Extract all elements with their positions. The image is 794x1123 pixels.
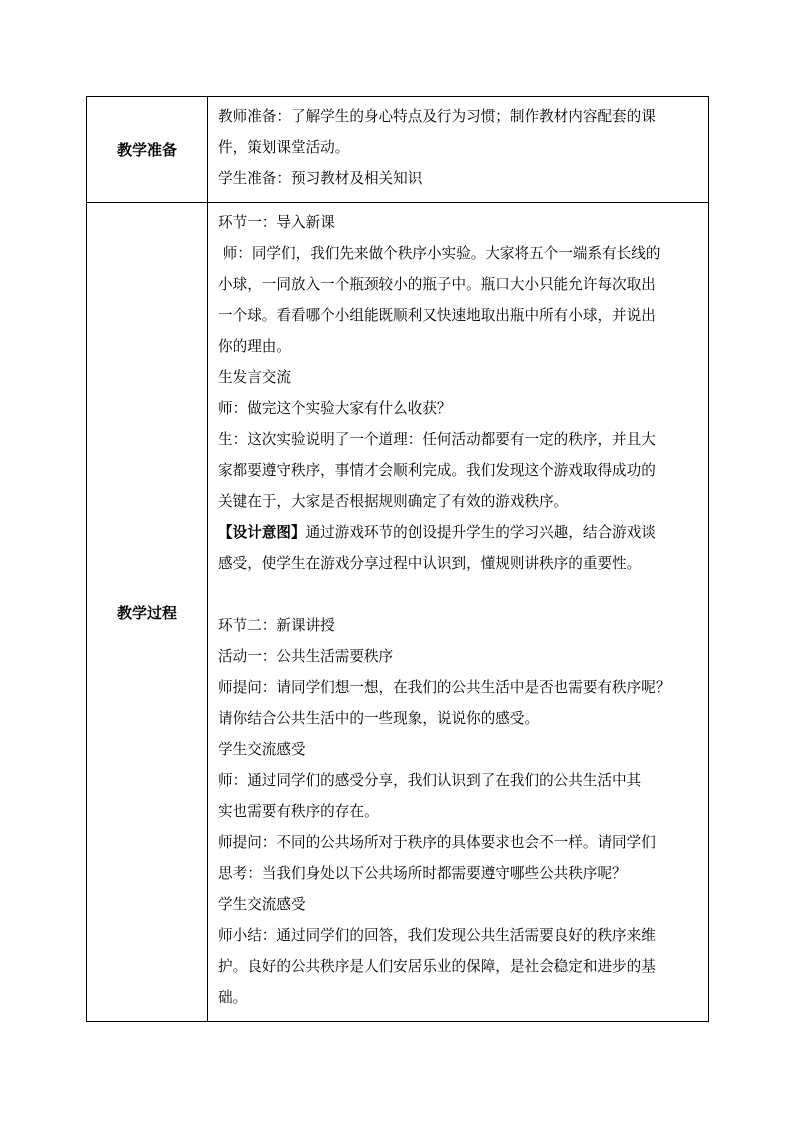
section2-line: 思考：当我们身处以下公共场所时都需要遵守哪些公共秩序呢？ [218,865,627,882]
section1-line: 师：同学们，我们先来做个秩序小实验。大家将五个一端系有长线的 [218,245,661,262]
section2-line: 师小结：通过同学们的回答，我们发现公共生活需要良好的秩序来维 [218,927,656,944]
process-content [208,203,709,1022]
process-label: 教学过程 [87,203,208,1022]
design-intent-line2: 感受，使学生在游戏分享过程中认识到，懂规则讲秩序的重要性。 [218,555,642,572]
prep-line: 件，策划课堂活动。 [218,139,350,156]
section1-line: 环节一：导入新课 [218,214,335,231]
section2-line: 环节二：新课讲授 [218,617,335,634]
section1-line: 生：这次实验说明了一个道理：任何活动都要有一定的秩序，并且大 [218,431,656,448]
process-row [87,203,709,1022]
section1-line: 生发言交流 [218,369,291,386]
section1-line: 一个球。看看哪个小组能既顺利又快速地取出瓶中所有小球，并说出 [218,307,656,324]
section1-line: 你的理由。 [218,338,291,355]
section2-line: 师提问：请同学们想一想，在我们的公共生活中是否也需要有秩序呢？ [218,679,671,696]
section2-line: 护。良好的公共秩序是人们安居乐业的保障，是社会稳定和进步的基 [218,958,656,975]
design-intent-text: 通过游戏环节的创设提升学生的学习兴趣，结合游戏谈 [305,524,656,541]
section1-line: 家都要遵守秩序，事情才会顺利完成。我们发现这个游戏取得成功的 [218,462,656,479]
design-intent-line [218,517,701,548]
prep-row [87,97,709,203]
section2-line: 师提问：不同的公共场所对于秩序的具体要求也会不一样。请同学们 [218,834,656,851]
section2-line: 学生交流感受 [218,896,306,913]
section2-line: 学生交流感受 [218,741,306,758]
section2-line: 础。 [218,989,248,1006]
section2-line: 实也需要有秩序的存在。 [218,803,379,820]
prep-line: 教师准备：了解学生的身心特点及行为习惯；制作教材内容配套的课 [218,108,656,125]
section2-line: 师：通过同学们的感受分享，我们认识到了在我们的公共生活中其 [218,772,642,789]
section1-line: 小球，一同放入一个瓶颈较小的瓶子中。瓶口大小只能允许每次取出 [218,276,656,293]
section1-line: 关键在于，大家是否根据规则确定了有效的游戏秩序。 [218,493,569,510]
section2-line: 活动一：公共生活需要秩序 [218,648,394,665]
section2-line: 请你结合公共生活中的一些现象，说说你的感受。 [218,710,540,727]
prep-line: 学生准备：预习教材及相关知识 [218,170,423,187]
spacer [218,579,701,610]
prep-label: 教学准备 [87,97,208,203]
section1-line: 师：做完这个实验大家有什么收获？ [218,400,452,417]
lesson-plan-table [86,96,709,1022]
prep-content [208,97,709,203]
design-intent-label: 【设计意图】 [218,524,306,541]
